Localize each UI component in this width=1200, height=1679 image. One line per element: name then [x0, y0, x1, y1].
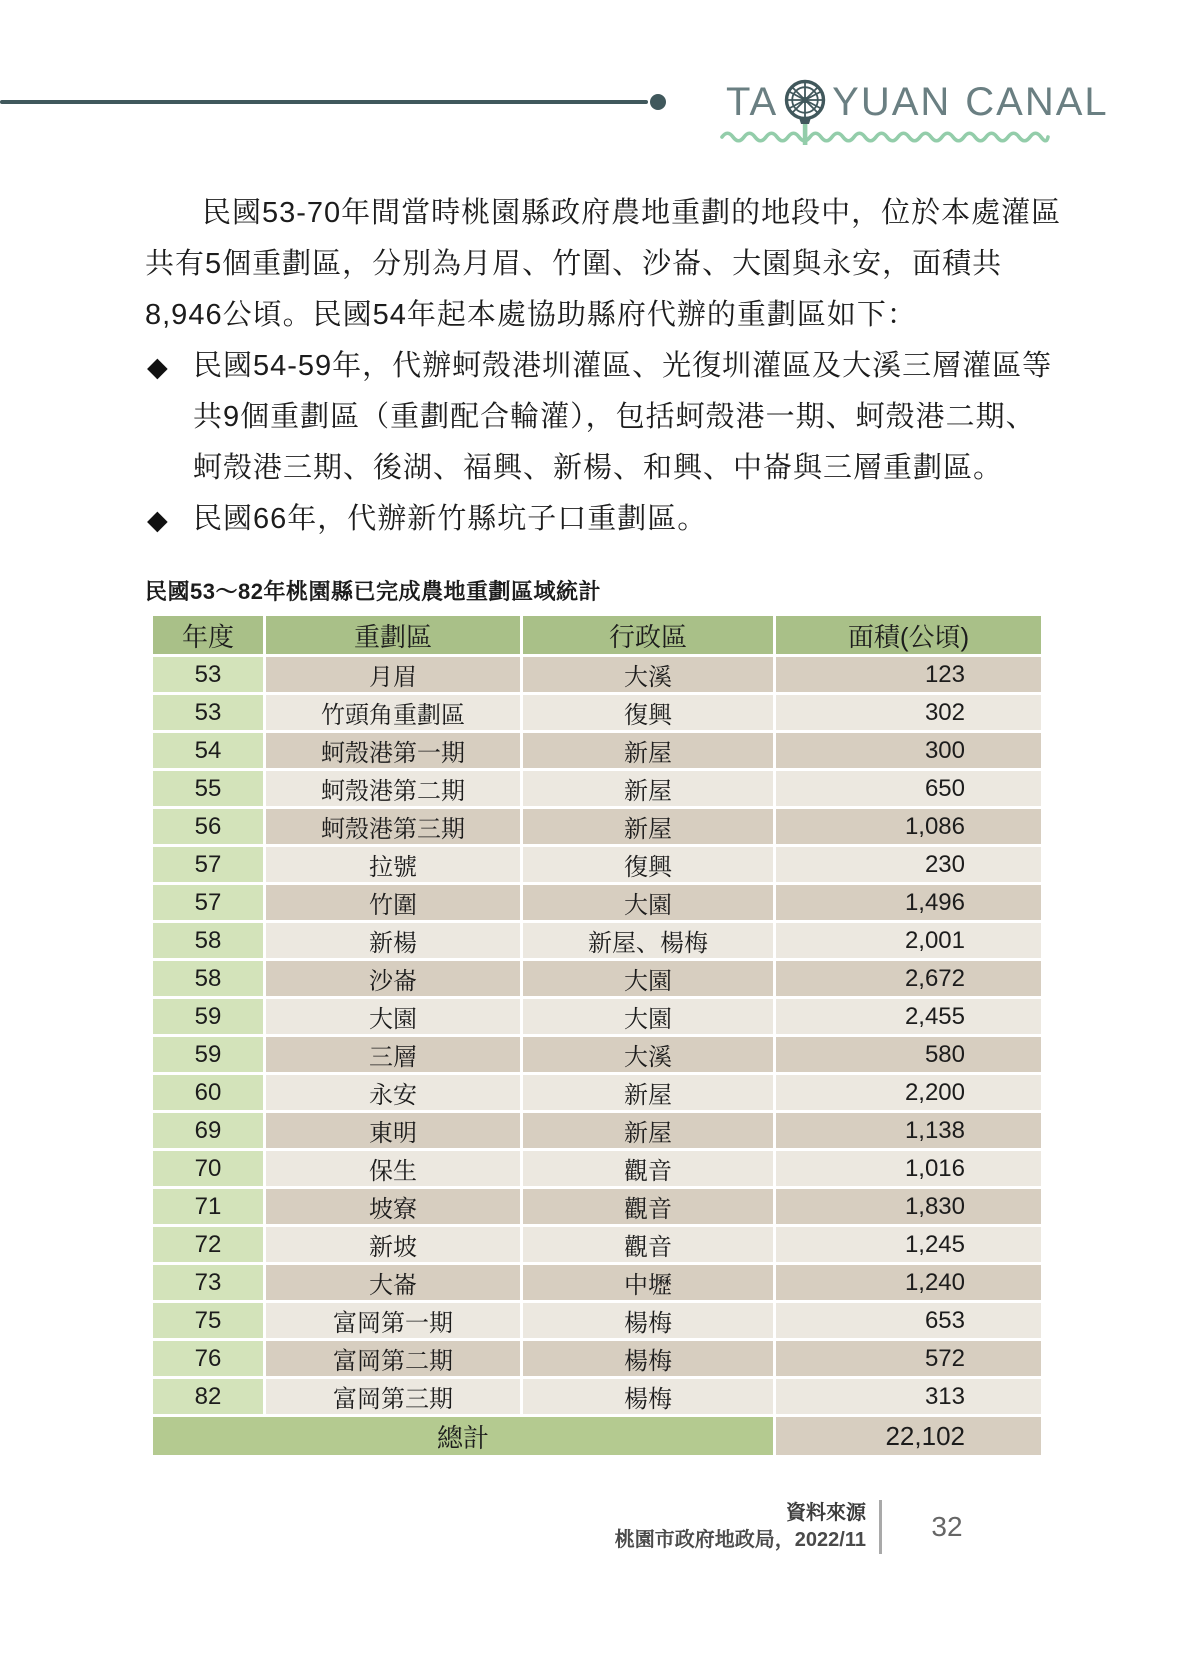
admin-cell: 大園 — [523, 999, 773, 1034]
table-row — [153, 1379, 1041, 1414]
table-row — [153, 1037, 1041, 1072]
year-cell: 55 — [153, 771, 263, 806]
year-cell: 56 — [153, 809, 263, 844]
bullet-line: 民國66年，代辦新竹縣坑子口重劃區。 — [193, 503, 708, 535]
district-cell: 坡寮 — [266, 1189, 520, 1224]
data-source — [615, 1500, 866, 1554]
table-row — [153, 923, 1041, 958]
total-value-cell: 22,102 — [776, 1417, 1041, 1455]
area-cell: 1,138 — [776, 1113, 1041, 1148]
district-cell: 竹圍 — [266, 885, 520, 920]
column-header-area: 面積(公頃) — [776, 616, 1041, 654]
admin-cell: 新屋 — [523, 1075, 773, 1110]
header-rule-line — [0, 100, 648, 104]
table-row — [153, 1151, 1041, 1186]
area-cell: 230 — [776, 847, 1041, 882]
intro-line: 民國53-70年間當時桃園縣政府農地重劃的地段中，位於本處灌區 — [202, 197, 1062, 229]
table-row — [153, 1265, 1041, 1300]
table-row — [153, 1189, 1041, 1224]
total-label-cell: 總計 — [153, 1417, 773, 1455]
table-row — [153, 733, 1041, 768]
area-cell: 572 — [776, 1341, 1041, 1376]
table-row — [153, 1075, 1041, 1110]
year-cell: 60 — [153, 1075, 263, 1110]
admin-cell: 楊梅 — [523, 1303, 773, 1338]
footer-divider — [879, 1500, 882, 1554]
district-cell: 新楊 — [266, 923, 520, 958]
admin-cell: 復興 — [523, 695, 773, 730]
table-row — [153, 999, 1041, 1034]
year-cell: 71 — [153, 1189, 263, 1224]
diamond-bullet-icon: ◆ — [147, 352, 168, 382]
page-number: 32 — [931, 1511, 963, 1542]
admin-cell: 大溪 — [523, 657, 773, 692]
year-cell: 58 — [153, 961, 263, 996]
district-cell: 竹頭角重劃區 — [266, 695, 520, 730]
table-row — [153, 1113, 1041, 1148]
source-detail: 桃園市政府地政局，2022/11 — [614, 1529, 866, 1551]
table-row — [153, 885, 1041, 920]
admin-cell: 觀音 — [523, 1189, 773, 1224]
bullet-item — [145, 494, 1050, 545]
admin-cell: 復興 — [523, 847, 773, 882]
admin-cell: 觀音 — [523, 1227, 773, 1262]
table-row — [153, 961, 1041, 996]
logo-text-left: TA — [726, 80, 779, 124]
area-cell: 2,455 — [776, 999, 1041, 1034]
area-cell: 2,672 — [776, 961, 1041, 996]
intro-line: 共有5個重劃區，分別為月眉、竹圍、沙崙、大園與永安，面積共 — [145, 248, 1003, 280]
wave-underline-icon — [720, 127, 1050, 148]
area-cell: 123 — [776, 657, 1041, 692]
rezoning-statistics-table — [150, 613, 1044, 1458]
year-cell: 70 — [153, 1151, 263, 1186]
district-cell: 蚵殼港第一期 — [266, 733, 520, 768]
area-cell: 1,086 — [776, 809, 1041, 844]
district-cell: 富岡第一期 — [266, 1303, 520, 1338]
bullet-lines — [193, 494, 1050, 545]
district-cell: 新坡 — [266, 1227, 520, 1262]
bullet-line: 蚵殼港三期、後湖、福興、新楊、和興、中崙與三層重劃區。 — [193, 452, 1004, 484]
district-cell: 東明 — [266, 1113, 520, 1148]
admin-cell: 新屋 — [523, 771, 773, 806]
intro-line: 8,946公頃。民國54年起本處協助縣府代辦的重劃區如下： — [145, 299, 917, 331]
area-cell: 580 — [776, 1037, 1041, 1072]
admin-cell: 大園 — [523, 885, 773, 920]
year-cell: 82 — [153, 1379, 263, 1414]
year-cell: 57 — [153, 885, 263, 920]
source-label: 資料來源 — [786, 1502, 866, 1524]
district-cell: 大崙 — [266, 1265, 520, 1300]
admin-cell: 大園 — [523, 961, 773, 996]
logo-text-right: YUAN — [832, 80, 952, 124]
admin-cell: 大溪 — [523, 1037, 773, 1072]
header-rule-dot — [650, 94, 666, 110]
table-row — [153, 695, 1041, 730]
year-cell: 59 — [153, 1037, 263, 1072]
year-cell: 57 — [153, 847, 263, 882]
page-header — [0, 0, 1200, 170]
area-cell: 302 — [776, 695, 1041, 730]
table-row — [153, 809, 1041, 844]
area-cell: 2,001 — [776, 923, 1041, 958]
column-header-year: 年度 — [153, 616, 263, 654]
table-row — [153, 657, 1041, 692]
admin-cell: 新屋 — [523, 809, 773, 844]
table-row — [153, 847, 1041, 882]
area-cell: 300 — [776, 733, 1041, 768]
diamond-bullet-icon: ◆ — [147, 505, 168, 535]
district-cell: 蚵殼港第三期 — [266, 809, 520, 844]
table-row — [153, 771, 1041, 806]
year-cell: 69 — [153, 1113, 263, 1148]
year-cell: 53 — [153, 695, 263, 730]
area-cell: 313 — [776, 1379, 1041, 1414]
year-cell: 72 — [153, 1227, 263, 1262]
bullet-line: 共9個重劃區（重劃配合輪灌），包括蚵殼港一期、蚵殼港二期、 — [193, 401, 1036, 433]
admin-cell: 楊梅 — [523, 1341, 773, 1376]
table-body — [153, 657, 1041, 1414]
table-row — [153, 1303, 1041, 1338]
table-row — [153, 1341, 1041, 1376]
page-footer — [145, 1500, 1050, 1554]
area-cell: 1,016 — [776, 1151, 1041, 1186]
table-header-row — [153, 616, 1041, 654]
district-cell: 月眉 — [266, 657, 520, 692]
table-row — [153, 1227, 1041, 1262]
bullet-line: 民國54-59年，代辦蚵殼港圳灌區、光復圳灌區及大溪三層灌區等 — [193, 350, 1053, 382]
logo-text-word2: CANAL — [965, 80, 1109, 124]
district-cell: 三層 — [266, 1037, 520, 1072]
year-cell: 53 — [153, 657, 263, 692]
table-title: 民國53～82年桃園縣已完成農地重劃區域統計 — [145, 579, 601, 604]
year-cell: 76 — [153, 1341, 263, 1376]
bullet-lines — [193, 341, 1053, 494]
admin-cell: 楊梅 — [523, 1379, 773, 1414]
district-cell: 拉號 — [266, 847, 520, 882]
year-cell: 75 — [153, 1303, 263, 1338]
intro-paragraph — [145, 188, 1062, 341]
area-cell: 650 — [776, 771, 1041, 806]
admin-cell: 新屋 — [523, 1113, 773, 1148]
district-cell: 蚵殼港第二期 — [266, 771, 520, 806]
district-cell: 富岡第三期 — [266, 1379, 520, 1414]
district-cell: 保生 — [266, 1151, 520, 1186]
admin-cell: 新屋 — [523, 733, 773, 768]
bullet-item — [145, 341, 1053, 494]
column-header-district: 重劃區 — [266, 616, 520, 654]
year-cell: 59 — [153, 999, 263, 1034]
year-cell: 54 — [153, 733, 263, 768]
column-header-admin: 行政區 — [523, 616, 773, 654]
district-cell: 沙崙 — [266, 961, 520, 996]
area-cell: 1,830 — [776, 1189, 1041, 1224]
year-cell: 73 — [153, 1265, 263, 1300]
area-cell: 2,200 — [776, 1075, 1041, 1110]
area-cell: 653 — [776, 1303, 1041, 1338]
admin-cell: 觀音 — [523, 1151, 773, 1186]
year-cell: 58 — [153, 923, 263, 958]
table-total-row — [153, 1417, 1041, 1455]
district-cell: 富岡第二期 — [266, 1341, 520, 1376]
admin-cell: 新屋、楊梅 — [523, 923, 773, 958]
admin-cell: 中壢 — [523, 1265, 773, 1300]
area-cell: 1,240 — [776, 1265, 1041, 1300]
area-cell: 1,245 — [776, 1227, 1041, 1262]
district-cell: 永安 — [266, 1075, 520, 1110]
district-cell: 大園 — [266, 999, 520, 1034]
area-cell: 1,496 — [776, 885, 1041, 920]
